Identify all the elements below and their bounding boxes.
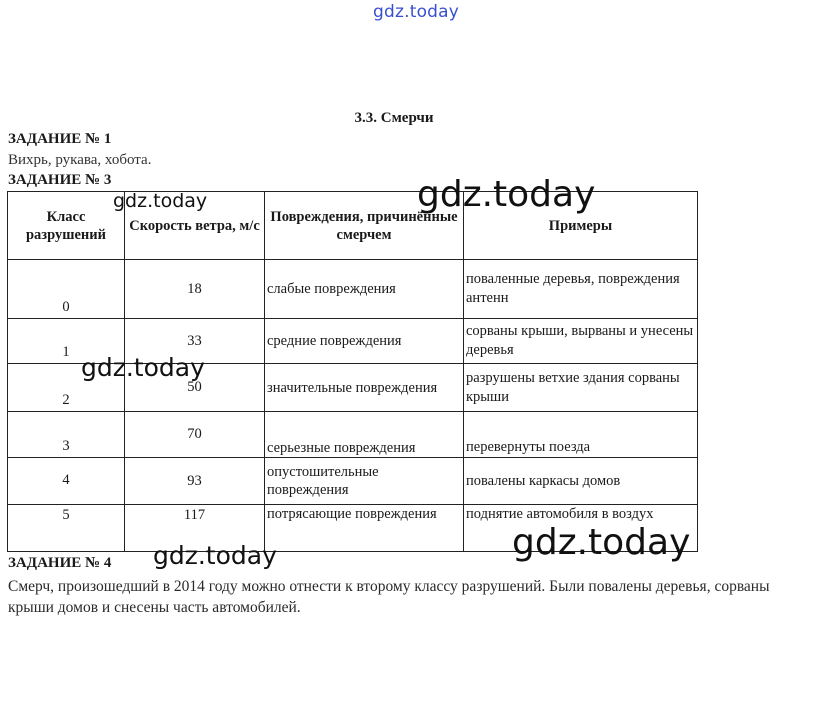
cell-damage: слабые повреждения <box>265 260 464 319</box>
cell-damage: серьезные повреждения <box>265 412 464 458</box>
watermark: gdz.today <box>113 190 208 212</box>
table-row <box>8 458 698 505</box>
cell-example: перевернуты поезда <box>464 412 698 458</box>
watermark: gdz.today <box>512 522 691 563</box>
cell-class: 1 <box>8 319 125 364</box>
cell-class: 0 <box>8 260 125 319</box>
section-title: 3.3. Смерчи <box>354 110 434 126</box>
table-row <box>8 505 698 552</box>
cell-class: 5 <box>8 505 125 552</box>
cell-example: сорваны крыши, вырваны и унесены деревья <box>464 319 698 364</box>
table-header-row <box>8 192 698 260</box>
cell-speed: 50 <box>125 364 265 412</box>
task1-heading: ЗАДАНИЕ № 1 <box>8 131 112 147</box>
cell-damage: значительные повреждения <box>265 364 464 412</box>
task1-answer: Вихрь, рукава, хобота. <box>8 152 152 168</box>
watermark: gdz.today <box>153 541 277 570</box>
watermark: gdz.today <box>81 353 205 382</box>
table-row <box>8 319 698 364</box>
cell-class: 3 <box>8 412 125 458</box>
table-row <box>8 260 698 319</box>
cell-damage: потрясающие повреждения <box>265 505 464 552</box>
site-watermark-top: gdz.today <box>373 2 460 22</box>
header-examples: Примеры <box>464 192 698 260</box>
table-row <box>8 364 698 412</box>
header-speed: Скорость ветра, м/с <box>125 192 265 260</box>
header-class: Класс разрушений <box>8 192 125 260</box>
tornado-classification-table <box>7 191 698 552</box>
cell-example: поднятие автомобиля в воздух <box>464 505 698 552</box>
cell-speed: 33 <box>125 319 265 364</box>
task4-answer: Смерч, произошедший в 2014 году можно отнести к второму классу разрушений. Были повалены деревья, сорваны крыши домов и снесены часть автомобилей. <box>8 578 770 616</box>
watermark: gdz.today <box>417 174 596 215</box>
cell-damage: опустошительные повреждения <box>265 458 464 505</box>
cell-speed: 18 <box>125 260 265 319</box>
task4-heading: ЗАДАНИЕ № 4 <box>8 555 112 571</box>
cell-speed: 70 <box>125 412 265 458</box>
cell-example: поваленные деревья, повреждения антенн <box>464 260 698 319</box>
cell-speed: 93 <box>125 458 265 505</box>
cell-damage: средние повреждения <box>265 319 464 364</box>
cell-example: повалены каркасы домов <box>464 458 698 505</box>
cell-class: 4 <box>8 458 125 505</box>
cell-example: разрушены ветхие здания сорваны крыши <box>464 364 698 412</box>
cell-speed: 117 <box>125 505 265 552</box>
header-damage: Повреждения, причинённые смерчем <box>265 192 464 260</box>
task3-heading: ЗАДАНИЕ № 3 <box>8 172 112 188</box>
table-row <box>8 412 698 458</box>
cell-class: 2 <box>8 364 125 412</box>
